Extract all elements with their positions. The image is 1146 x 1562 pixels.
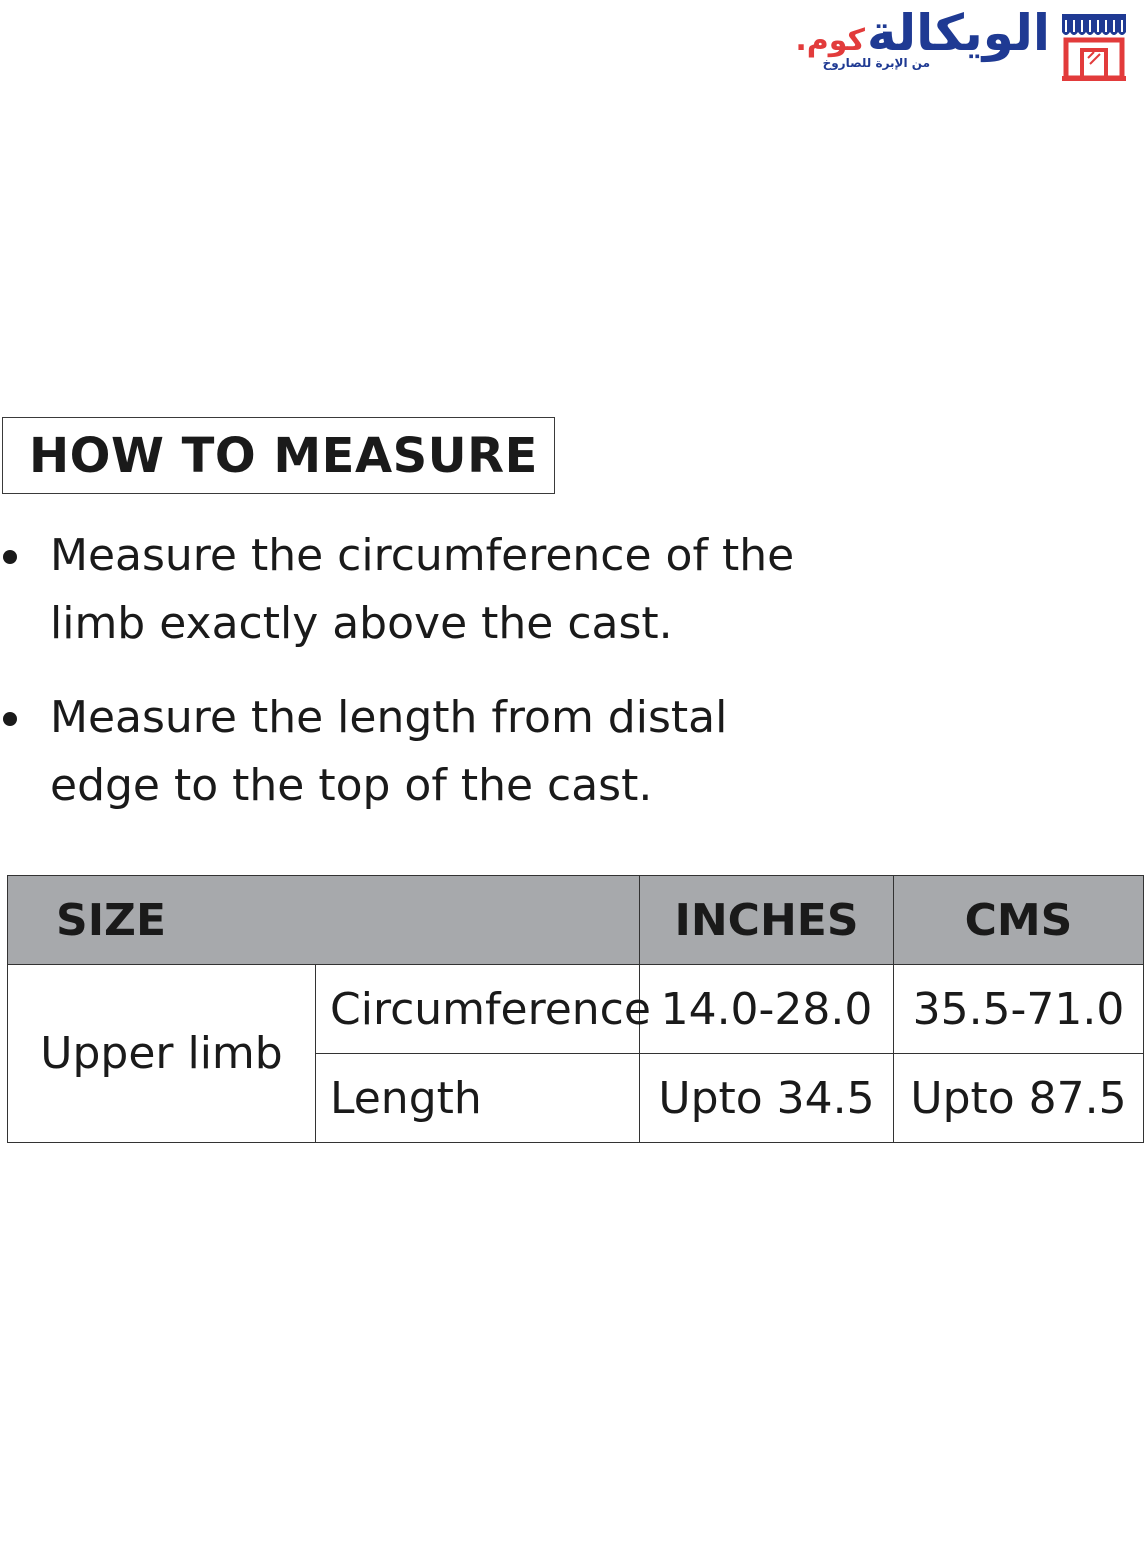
logo-tagline: من الإبرة للصاروخ <box>822 56 930 70</box>
instruction-text: Measure the circumference of the limb exactly above the cast. <box>50 530 795 649</box>
page-title: HOW TO MEASURE <box>29 427 538 484</box>
heading-box <box>2 417 555 494</box>
list-item <box>0 522 810 658</box>
logo <box>795 4 1128 88</box>
storefront-icon <box>1060 10 1128 82</box>
logo-suffix: .كوم <box>795 23 866 58</box>
inches-cell: Upto 34.5 <box>640 1054 894 1143</box>
table-row <box>8 965 1144 1054</box>
measure-cell: Length <box>316 1054 640 1143</box>
group-cell: Upper limb <box>8 965 316 1143</box>
header-inches: INCHES <box>640 876 894 965</box>
header-size: SIZE <box>8 876 640 965</box>
logo-brand: الويكالة <box>867 4 1050 62</box>
bullet-icon <box>3 550 17 564</box>
cms-cell: 35.5-71.0 <box>894 965 1144 1054</box>
size-table <box>7 875 1144 1143</box>
instruction-text: Measure the length from distal edge to the top of the cast. <box>50 692 728 811</box>
inches-cell: 14.0-28.0 <box>640 965 894 1054</box>
logo-main <box>795 4 1050 62</box>
logo-text <box>795 4 1050 70</box>
measure-cell: Circumference <box>316 965 640 1054</box>
bullet-icon <box>3 712 17 726</box>
table-header-row <box>8 876 1144 965</box>
cms-cell: Upto 87.5 <box>894 1054 1144 1143</box>
header-cms: CMS <box>894 876 1144 965</box>
list-item <box>0 684 810 820</box>
instruction-list <box>0 522 900 846</box>
